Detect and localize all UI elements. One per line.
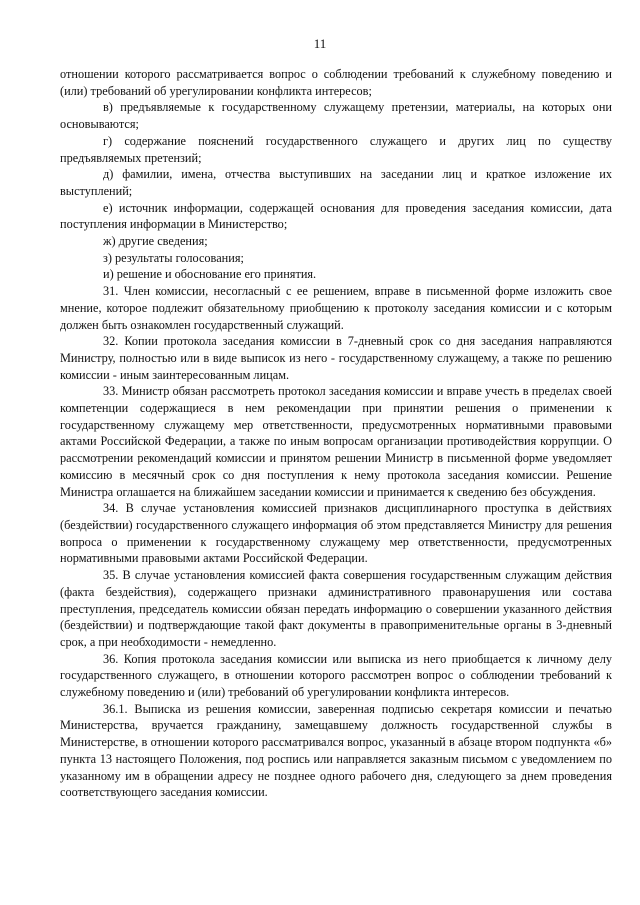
paragraph: 32. Копии протокола заседания комиссии в 7-дневный срок со дня заседания направляются Министру, полностью или в виде выписок из него - государственному служащему, а также по решению комиссии - иным заинтересованным лицам. <box>60 334 612 382</box>
paragraph: 34. В случае установления комиссией признаков дисциплинарного проступка в действиях (бездействии) государственного служащего информация об этом представляется Министру для решения вопроса о применении к государственному служащему мер ответственности, предусмотренных нормативными правовыми актами Российской Федерации. <box>60 501 612 566</box>
paragraph: отношении которого рассматривается вопрос о соблюдении требований к служебному поведению и (или) требований об урегулировании конфликта интересов; <box>60 67 612 98</box>
paragraph: г) содержание пояснений государственного служащего и других лиц по существу предъявляемых претензий; <box>60 133 612 165</box>
paragraph: и) решение и обоснование его принятия. <box>103 267 317 282</box>
page-number: 11 <box>313 36 327 51</box>
document-body <box>60 66 612 801</box>
paragraph: з) результаты голосования; <box>103 250 244 265</box>
paragraph: 33. Министр обязан рассмотреть протокол заседания комиссии и вправе учесть в пределах своей компетенции содержащиеся в нем рекомендации при принятии решения о применении к государственному служащему мер ответственности, предусмотренных нормативными правовыми актами Российской Федерации, а также по иным вопросам организации противодействия коррупции. О рассмотрении рекомендаций комиссии и принятом решении Министр в письменной форме уведомляет комиссию в месячный срок со дня поступления к нему протокола заседания комиссии. Решение Министра оглашается на ближайшем заседании комиссии и принимается к сведению без обсуждения. <box>60 384 612 499</box>
paragraph: ж) другие сведения; <box>103 234 208 249</box>
paragraph: 35. В случае установления комиссией факта совершения государственным служащим действия (факта бездействия), содержащего признаки административного правонарушения или состава преступления, председатель комиссии обязан передать информацию о совершении указанного действия (бездействии) и подтверждающие такой факт документы в правоприменительные органы в 3-дневный срок, а при необходимости - немедленно. <box>60 568 612 649</box>
paragraph: 36.1. Выписка из решения комиссии, заверенная подписью секретаря комиссии и печатью Министерства, вручается гражданину, замещавшему должность государственной службы в Министерстве, в отношении которого рассматривался вопрос, указанный в абзаце втором подпункта «б» пункта 13 настоящего Положения, под роспись или направляется заказным письмом с уведомлением по указанному им в обращении адресу не позднее одного рабочего дня, следующего за днем проведения соответствующего заседания комиссии. <box>60 701 612 800</box>
paragraph: в) предъявляемые к государственному служащему претензии, материалы, на которых они основываются; <box>60 100 612 132</box>
paragraph: д) фамилии, имена, отчества выступивших на заседании лиц и краткое изложение их выступлений; <box>60 167 612 198</box>
paragraph: 36. Копия протокола заседания комиссии или выписка из него приобщается к личному делу государственного служащего, в отношении которого рассмотрен вопрос о соблюдении требований к служебному поведению и (или) требований об урегулировании конфликта интересов. <box>60 651 612 700</box>
paragraph: 31. Член комиссии, несогласный с ее решением, вправе в письменной форме изложить свое мнение, которое подлежит обязательному приобщению к протоколу заседания комиссии и с которым должен быть ознакомлен государственный служащий. <box>60 284 612 332</box>
paragraph: е) источник информации, содержащей основания для проведения заседания комиссии, дата поступления информации в Министерство; <box>60 200 612 232</box>
